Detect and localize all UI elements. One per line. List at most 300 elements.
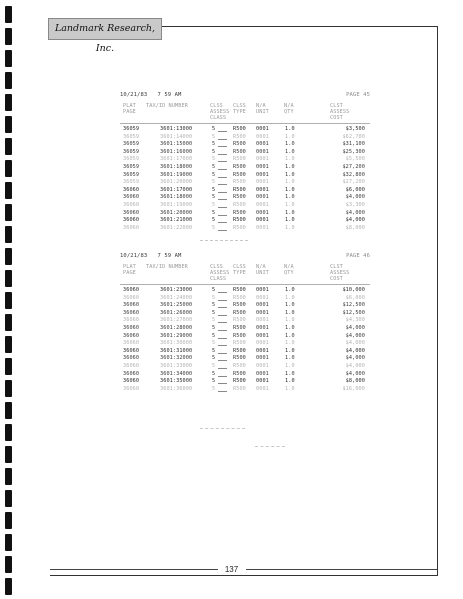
cell-cost: $3,300 bbox=[345, 201, 365, 208]
binder-ring bbox=[5, 138, 12, 155]
cell-class: 5 bbox=[212, 156, 216, 163]
cell-cost: $4,000 bbox=[345, 194, 365, 201]
binder-ring bbox=[5, 50, 12, 67]
class-underline bbox=[218, 202, 227, 208]
cell-plat: 36060 bbox=[123, 224, 140, 231]
cell-tax-id: 3601:18000 bbox=[160, 163, 193, 170]
header-rule bbox=[120, 284, 370, 285]
cell-type: R500 bbox=[233, 340, 246, 347]
binder-ring bbox=[5, 204, 12, 221]
cell-unit: 0001 bbox=[256, 347, 269, 354]
cell-cost: $16,000 bbox=[342, 385, 365, 392]
cell-tax-id: 3601:24000 bbox=[160, 294, 193, 301]
rows bbox=[120, 287, 370, 393]
binder-ring bbox=[5, 270, 12, 287]
cell-unit: 0001 bbox=[256, 324, 269, 331]
table-row bbox=[120, 202, 370, 210]
binder-ring bbox=[5, 248, 12, 265]
cell-qty: 1.0 bbox=[285, 217, 295, 224]
cell-plat: 36060 bbox=[123, 317, 140, 324]
cell-unit: 0001 bbox=[256, 217, 269, 224]
cell-unit: 0001 bbox=[256, 309, 269, 316]
table-row bbox=[120, 179, 370, 187]
cell-type: R500 bbox=[233, 302, 246, 309]
cell-class: 5 bbox=[212, 385, 216, 392]
binder-ring bbox=[5, 292, 12, 309]
class-underline bbox=[218, 355, 227, 361]
cell-plat: 36060 bbox=[123, 340, 140, 347]
col-plat: PLAT PAGE bbox=[123, 103, 136, 115]
cell-class: 5 bbox=[212, 186, 216, 193]
table-row bbox=[120, 348, 370, 356]
cell-type: R500 bbox=[233, 163, 246, 170]
cell-class: 5 bbox=[212, 347, 216, 354]
cell-plat: 36059 bbox=[123, 171, 140, 178]
cell-class: 5 bbox=[212, 317, 216, 324]
cell-class: 5 bbox=[212, 340, 216, 347]
table-row bbox=[120, 287, 370, 295]
cell-plat: 36060 bbox=[123, 294, 140, 301]
cell-cost: $5,500 bbox=[345, 156, 365, 163]
class-underline bbox=[218, 179, 227, 185]
cell-class: 5 bbox=[212, 294, 216, 301]
binder-ring bbox=[5, 490, 12, 507]
cell-type: R500 bbox=[233, 355, 246, 362]
class-underline bbox=[218, 371, 227, 377]
cell-tax-id: 3601:26000 bbox=[160, 309, 193, 316]
cell-class: 5 bbox=[212, 171, 216, 178]
cell-type: R500 bbox=[233, 378, 246, 385]
cell-plat: 36059 bbox=[123, 141, 140, 148]
cell-tax-id: 3601:18000 bbox=[160, 194, 193, 201]
binder-ring bbox=[5, 358, 12, 375]
cell-tax-id: 3601:19000 bbox=[160, 201, 193, 208]
table-row bbox=[120, 333, 370, 341]
cell-plat: 36060 bbox=[123, 355, 140, 362]
binder-ring bbox=[5, 578, 12, 595]
binder-ring bbox=[5, 468, 12, 485]
cell-class: 5 bbox=[212, 133, 216, 140]
cell-cost: $8,000 bbox=[345, 224, 365, 231]
cell-cost: $4,000 bbox=[345, 217, 365, 224]
col-tax: TAX/ID NUMBER bbox=[146, 103, 188, 109]
divider bbox=[200, 240, 248, 241]
cell-unit: 0001 bbox=[256, 355, 269, 362]
cell-unit: 0001 bbox=[256, 133, 269, 140]
cell-unit: 0001 bbox=[256, 287, 269, 293]
cell-type: R500 bbox=[233, 201, 246, 208]
page-number: 137 bbox=[224, 565, 239, 574]
cell-tax-id: 3601:32000 bbox=[160, 355, 193, 362]
class-underline bbox=[218, 149, 227, 155]
binder-ring bbox=[5, 94, 12, 111]
binder-ring bbox=[5, 380, 12, 397]
cell-tax-id: 3601:35000 bbox=[160, 378, 193, 385]
class-underline bbox=[218, 378, 227, 384]
table-row bbox=[120, 141, 370, 149]
report-header bbox=[120, 253, 370, 261]
cell-tax-id: 3601:31000 bbox=[160, 347, 193, 354]
cell-type: R500 bbox=[233, 309, 246, 316]
cell-plat: 36059 bbox=[123, 179, 140, 186]
cell-type: R500 bbox=[233, 194, 246, 201]
cell-qty: 1.0 bbox=[285, 141, 295, 148]
cell-class: 5 bbox=[212, 362, 216, 369]
table-row bbox=[120, 325, 370, 333]
cell-cost: $4,000 bbox=[345, 340, 365, 347]
cell-class: 5 bbox=[212, 224, 216, 231]
cell-unit: 0001 bbox=[256, 378, 269, 385]
cell-tax-id: 3601:21000 bbox=[160, 217, 193, 224]
cell-tax-id: 3601:25000 bbox=[160, 302, 193, 309]
column-headers bbox=[120, 103, 370, 123]
report-date: 10/21/83 7 59 AM bbox=[120, 253, 182, 259]
cell-tax-id: 3601:30000 bbox=[160, 340, 193, 347]
cell-tax-id: 3601:17000 bbox=[160, 156, 193, 163]
cell-plat: 36060 bbox=[123, 287, 140, 293]
divider bbox=[255, 446, 285, 447]
class-underline bbox=[218, 363, 227, 369]
cell-tax-id: 3601:14000 bbox=[160, 133, 193, 140]
cell-qty: 1.0 bbox=[285, 171, 295, 178]
cell-qty: 1.0 bbox=[285, 201, 295, 208]
class-underline bbox=[218, 287, 227, 293]
cell-qty: 1.0 bbox=[285, 148, 295, 155]
col-unit: N/A UNIT bbox=[256, 264, 269, 276]
class-underline bbox=[218, 317, 227, 323]
col-qty: N/A QTY bbox=[284, 103, 294, 115]
cell-cost: $3,500 bbox=[345, 126, 365, 132]
cell-qty: 1.0 bbox=[285, 194, 295, 201]
class-underline bbox=[218, 348, 227, 354]
cell-qty: 1.0 bbox=[285, 133, 295, 140]
class-underline bbox=[218, 194, 227, 200]
cell-type: R500 bbox=[233, 332, 246, 339]
cell-unit: 0001 bbox=[256, 194, 269, 201]
cell-qty: 1.0 bbox=[285, 302, 295, 309]
class-underline bbox=[218, 340, 227, 346]
cell-tax-id: 3601:20000 bbox=[160, 209, 193, 216]
cell-plat: 36059 bbox=[123, 148, 140, 155]
cell-type: R500 bbox=[233, 156, 246, 163]
cell-qty: 1.0 bbox=[285, 347, 295, 354]
cell-cost: $6,000 bbox=[345, 294, 365, 301]
table-row bbox=[120, 371, 370, 379]
binder-ring bbox=[5, 446, 12, 463]
cell-cost: $4,000 bbox=[345, 362, 365, 369]
table-row bbox=[120, 217, 370, 225]
cell-cost: $12,500 bbox=[342, 309, 365, 316]
cell-qty: 1.0 bbox=[285, 209, 295, 216]
cell-tax-id: 3601:16000 bbox=[160, 148, 193, 155]
cell-plat: 36060 bbox=[123, 217, 140, 224]
cell-tax-id: 3601:19000 bbox=[160, 171, 193, 178]
cell-plat: 36059 bbox=[123, 156, 140, 163]
cell-class: 5 bbox=[212, 126, 216, 132]
report-header bbox=[120, 92, 370, 100]
class-underline bbox=[218, 310, 227, 316]
cell-class: 5 bbox=[212, 194, 216, 201]
table-row bbox=[120, 317, 370, 325]
cell-tax-id: 3601:22000 bbox=[160, 224, 193, 231]
report-page-label: PAGE 45 bbox=[346, 92, 370, 98]
cell-qty: 1.0 bbox=[285, 378, 295, 385]
report-date: 10/21/83 7 59 AM bbox=[120, 92, 182, 98]
table-row bbox=[120, 134, 370, 142]
binder-ring bbox=[5, 424, 12, 441]
binder-ring bbox=[5, 72, 12, 89]
binder-ring bbox=[5, 6, 12, 23]
table-row bbox=[120, 149, 370, 157]
cell-plat: 36060 bbox=[123, 362, 140, 369]
cell-tax-id: 3601:17000 bbox=[160, 186, 193, 193]
cell-qty: 1.0 bbox=[285, 287, 295, 293]
cell-class: 5 bbox=[212, 378, 216, 385]
cell-plat: 36060 bbox=[123, 385, 140, 392]
cell-unit: 0001 bbox=[256, 332, 269, 339]
column-headers bbox=[120, 264, 370, 284]
cell-cost: $4,000 bbox=[345, 347, 365, 354]
cell-type: R500 bbox=[233, 141, 246, 148]
header-rule bbox=[120, 123, 370, 124]
cell-unit: 0001 bbox=[256, 156, 269, 163]
col-cost: CLST ASSESS COST bbox=[330, 103, 350, 121]
table-row bbox=[120, 187, 370, 195]
col-class: CLSS ASSESS CLASS bbox=[210, 103, 230, 121]
cell-qty: 1.0 bbox=[285, 156, 295, 163]
cell-unit: 0001 bbox=[256, 186, 269, 193]
binder-ring bbox=[5, 402, 12, 419]
cell-unit: 0001 bbox=[256, 362, 269, 369]
col-type: CLSS TYPE bbox=[233, 264, 246, 276]
cell-plat: 36059 bbox=[123, 163, 140, 170]
binder-ring bbox=[5, 512, 12, 529]
class-underline bbox=[218, 225, 227, 231]
table-row bbox=[120, 164, 370, 172]
table-row bbox=[120, 386, 370, 394]
cell-qty: 1.0 bbox=[285, 324, 295, 331]
cell-cost: $25,300 bbox=[342, 148, 365, 155]
class-underline bbox=[218, 210, 227, 216]
cell-type: R500 bbox=[233, 224, 246, 231]
class-underline bbox=[218, 217, 227, 223]
cell-plat: 36060 bbox=[123, 370, 140, 377]
cell-plat: 36060 bbox=[123, 309, 140, 316]
logo-banner: Landmark Research, Inc. bbox=[48, 18, 162, 40]
binder-ring bbox=[5, 534, 12, 551]
cell-unit: 0001 bbox=[256, 148, 269, 155]
col-tax: TAX/ID NUMBER bbox=[146, 264, 188, 270]
binder-rings bbox=[5, 0, 13, 599]
cell-cost: $62,700 bbox=[342, 133, 365, 140]
cell-qty: 1.0 bbox=[285, 224, 295, 231]
col-unit: N/A UNIT bbox=[256, 103, 269, 115]
cell-qty: 1.0 bbox=[285, 186, 295, 193]
cell-plat: 36060 bbox=[123, 347, 140, 354]
cell-qty: 1.0 bbox=[285, 362, 295, 369]
cell-cost: $27,200 bbox=[342, 163, 365, 170]
cell-cost: $4,000 bbox=[345, 332, 365, 339]
cell-cost: $4,000 bbox=[345, 324, 365, 331]
cell-unit: 0001 bbox=[256, 171, 269, 178]
cell-cost: $27,200 bbox=[342, 179, 365, 186]
cell-qty: 1.0 bbox=[285, 163, 295, 170]
cell-type: R500 bbox=[233, 317, 246, 324]
cell-cost: $12,500 bbox=[342, 302, 365, 309]
binder-ring bbox=[5, 336, 12, 353]
class-underline bbox=[218, 386, 227, 392]
binder-ring bbox=[5, 116, 12, 133]
cell-class: 5 bbox=[212, 309, 216, 316]
class-underline bbox=[218, 164, 227, 170]
cell-tax-id: 3601:27000 bbox=[160, 317, 193, 324]
cell-qty: 1.0 bbox=[285, 179, 295, 186]
cell-type: R500 bbox=[233, 186, 246, 193]
cell-class: 5 bbox=[212, 179, 216, 186]
cell-type: R500 bbox=[233, 126, 246, 132]
class-underline bbox=[218, 325, 227, 331]
cell-qty: 1.0 bbox=[285, 309, 295, 316]
cell-unit: 0001 bbox=[256, 126, 269, 132]
cell-plat: 36060 bbox=[123, 302, 140, 309]
cell-type: R500 bbox=[233, 148, 246, 155]
cell-cost: $4,000 bbox=[345, 370, 365, 377]
cell-qty: 1.0 bbox=[285, 340, 295, 347]
cell-type: R500 bbox=[233, 347, 246, 354]
binder-ring bbox=[5, 182, 12, 199]
table-row bbox=[120, 126, 370, 134]
cell-cost: $4,000 bbox=[345, 209, 365, 216]
table-row bbox=[120, 340, 370, 348]
cell-qty: 1.0 bbox=[285, 317, 295, 324]
report-block-1 bbox=[120, 92, 370, 232]
cell-tax-id: 3601:34000 bbox=[160, 370, 193, 377]
cell-unit: 0001 bbox=[256, 224, 269, 231]
col-type: CLSS TYPE bbox=[233, 103, 246, 115]
col-class: CLSS ASSESS CLASS bbox=[210, 264, 230, 282]
cell-type: R500 bbox=[233, 217, 246, 224]
table-row bbox=[120, 378, 370, 386]
class-underline bbox=[218, 302, 227, 308]
cell-tax-id: 3601:13000 bbox=[160, 126, 193, 132]
cell-qty: 1.0 bbox=[285, 294, 295, 301]
table-row bbox=[120, 310, 370, 318]
cell-cost: $32,800 bbox=[342, 171, 365, 178]
cell-type: R500 bbox=[233, 370, 246, 377]
cell-qty: 1.0 bbox=[285, 385, 295, 392]
class-underline bbox=[218, 172, 227, 178]
cell-type: R500 bbox=[233, 171, 246, 178]
cell-qty: 1.0 bbox=[285, 332, 295, 339]
cell-class: 5 bbox=[212, 148, 216, 155]
cell-unit: 0001 bbox=[256, 179, 269, 186]
binder-ring bbox=[5, 160, 12, 177]
cell-class: 5 bbox=[212, 217, 216, 224]
class-underline bbox=[218, 141, 227, 147]
report-block-2 bbox=[120, 253, 370, 393]
cell-class: 5 bbox=[212, 370, 216, 377]
cell-unit: 0001 bbox=[256, 201, 269, 208]
rows bbox=[120, 126, 370, 232]
cell-cost: $4,000 bbox=[345, 355, 365, 362]
cell-plat: 36060 bbox=[123, 194, 140, 201]
cell-qty: 1.0 bbox=[285, 370, 295, 377]
binder-ring bbox=[5, 226, 12, 243]
report-page-label: PAGE 46 bbox=[346, 253, 370, 259]
class-underline bbox=[218, 187, 227, 193]
cell-tax-id: 3601:29000 bbox=[160, 332, 193, 339]
cell-type: R500 bbox=[233, 133, 246, 140]
table-row bbox=[120, 194, 370, 202]
table-row bbox=[120, 302, 370, 310]
table-row bbox=[120, 363, 370, 371]
cell-class: 5 bbox=[212, 201, 216, 208]
cell-class: 5 bbox=[212, 209, 216, 216]
table-row bbox=[120, 156, 370, 164]
divider bbox=[200, 428, 245, 429]
cell-unit: 0001 bbox=[256, 141, 269, 148]
cell-tax-id: 3601:28000 bbox=[160, 324, 193, 331]
cell-class: 5 bbox=[212, 332, 216, 339]
cell-cost: $6,000 bbox=[345, 186, 365, 193]
cell-unit: 0001 bbox=[256, 340, 269, 347]
cell-type: R500 bbox=[233, 385, 246, 392]
cell-type: R500 bbox=[233, 209, 246, 216]
cell-plat: 36060 bbox=[123, 209, 140, 216]
cell-class: 5 bbox=[212, 324, 216, 331]
table-row bbox=[120, 295, 370, 303]
class-underline bbox=[218, 156, 227, 162]
col-cost: CLST ASSESS COST bbox=[330, 264, 350, 282]
table-row bbox=[120, 225, 370, 233]
cell-cost: $31,100 bbox=[342, 141, 365, 148]
cell-unit: 0001 bbox=[256, 370, 269, 377]
cell-unit: 0001 bbox=[256, 302, 269, 309]
cell-qty: 1.0 bbox=[285, 126, 295, 132]
table-row bbox=[120, 172, 370, 180]
cell-tax-id: 3601:33000 bbox=[160, 362, 193, 369]
cell-class: 5 bbox=[212, 302, 216, 309]
cell-type: R500 bbox=[233, 324, 246, 331]
cell-plat: 36059 bbox=[123, 133, 140, 140]
binder-ring bbox=[5, 314, 12, 331]
cell-cost: $4,300 bbox=[345, 317, 365, 324]
cell-type: R500 bbox=[233, 362, 246, 369]
cell-class: 5 bbox=[212, 287, 216, 293]
cell-unit: 0001 bbox=[256, 163, 269, 170]
class-underline bbox=[218, 134, 227, 140]
cell-plat: 36060 bbox=[123, 378, 140, 385]
cell-tax-id: 3601:23000 bbox=[160, 287, 193, 293]
cell-tax-id: 3601:20000 bbox=[160, 179, 193, 186]
cell-plat: 36060 bbox=[123, 332, 140, 339]
cell-plat: 36060 bbox=[123, 201, 140, 208]
binder-ring bbox=[5, 28, 12, 45]
cell-tax-id: 3601:15000 bbox=[160, 141, 193, 148]
col-plat: PLAT PAGE bbox=[123, 264, 136, 276]
table-row bbox=[120, 210, 370, 218]
cell-cost: $10,000 bbox=[342, 287, 365, 293]
cell-plat: 36059 bbox=[123, 126, 140, 132]
cell-type: R500 bbox=[233, 294, 246, 301]
cell-type: R500 bbox=[233, 287, 246, 293]
cell-class: 5 bbox=[212, 355, 216, 362]
cell-qty: 1.0 bbox=[285, 355, 295, 362]
cell-unit: 0001 bbox=[256, 294, 269, 301]
table-row bbox=[120, 355, 370, 363]
class-underline bbox=[218, 333, 227, 339]
cell-unit: 0001 bbox=[256, 209, 269, 216]
